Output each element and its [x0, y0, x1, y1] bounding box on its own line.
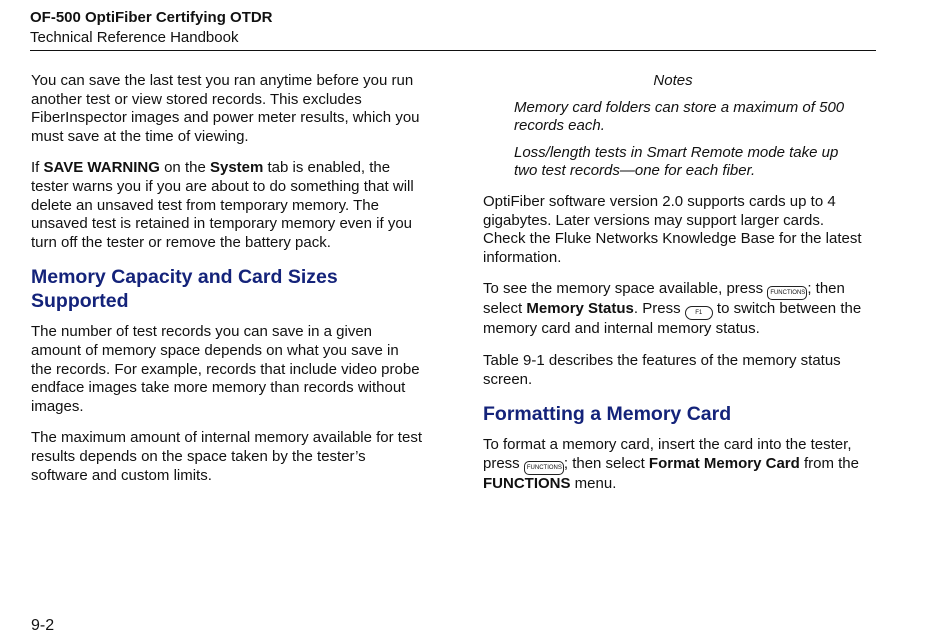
card-support-paragraph: OptiFiber software version 2.0 supports cards up to 4 gigabytes. Later versions may support larger cards. Check the Fluke Networks Knowledge Base for the latest information. [483, 192, 862, 266]
text-run: menu. [570, 474, 617, 492]
memory-status-term: Memory Status [526, 300, 634, 318]
handbook-subtitle: Technical Reference Handbook [30, 29, 239, 46]
page-number: 9-2 [31, 617, 55, 634]
note-smart-remote: Loss/length tests in Smart Remote mode take up two test records—one for each fiber. [514, 143, 839, 180]
functions-menu-term: FUNCTIONS [483, 474, 571, 492]
format-memory-card-term: Format Memory Card [648, 454, 800, 472]
table-reference-paragraph: Table 9-1 describes the features of the memory status screen. [483, 351, 841, 388]
text-run: . Press [633, 300, 685, 318]
internal-memory-paragraph: The maximum amount of internal memory available for test results depends on the space taken by the tester’s software and custom limits. [31, 429, 422, 484]
records-size-paragraph: The number of test records you can save in a given amount of memory space depends on what you save in the records. For example, records that include video probe endface images take more memory than records without images. [31, 323, 420, 415]
running-header [30, 8, 876, 48]
text-run: If [31, 159, 44, 177]
notes-title: Notes [653, 72, 693, 89]
save-warning-paragraph [31, 159, 423, 252]
save-warning-term: SAVE WARNING [43, 159, 160, 177]
formatting-heading: Formatting a Memory Card [483, 403, 732, 426]
text-run: to switch between the memory card and internal memory status. [483, 300, 862, 338]
left-column [31, 72, 423, 498]
product-title: OF-500 OptiFiber Certifying OTDR [30, 9, 273, 26]
text-run: ; then select [483, 280, 845, 318]
functions-key-icon: FUNCTIONS [767, 286, 807, 300]
text-run: ; then select [563, 454, 649, 472]
right-column [483, 72, 863, 506]
memory-capacity-heading: Memory Capacity and Card Sizes Supported [31, 266, 338, 313]
functions-key-icon: FUNCTIONS [524, 461, 564, 475]
format-card-paragraph [483, 436, 863, 493]
save-last-test-paragraph: You can save the last test you ran anytime before you run another test or view stored records. This excludes FiberInspector images and power meter results, which you must save at the time of viewing. [31, 72, 420, 145]
note-folders: Memory card folders can store a maximum of 500 records each. [514, 98, 845, 135]
text-run: To format a memory card, insert the card into the tester, press [483, 436, 852, 472]
text-run: on the [159, 159, 210, 177]
header-rule [30, 50, 876, 51]
system-tab-term: System [209, 159, 264, 177]
text-run: from the [799, 454, 859, 472]
text-run: tab is enabled, the tester warns you if you are about to do something that will delete an unsaved test from temporary memory. The unsaved test is retained in temporary memory even if you turn off the tester or remove the battery pack. [31, 159, 414, 251]
text-run: To see the memory space available, press [483, 280, 768, 298]
memory-status-paragraph [483, 280, 863, 339]
f1-key-icon: F1 [685, 306, 713, 320]
